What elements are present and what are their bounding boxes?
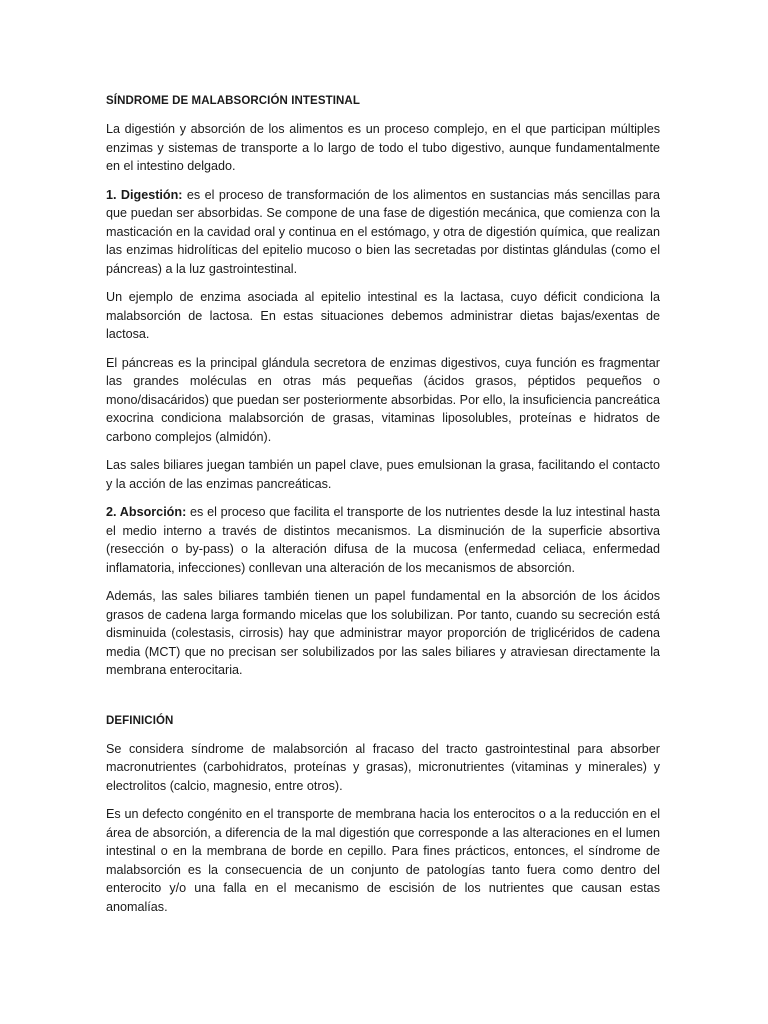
absorcion-text: es el proceso que facilita el transporte de los nutrientes desde la luz intestinal hasta el medio interno a través de distintos mecanismos. La disminución de la superficie absortiva (resección o by-pass) o la alteración difusa de la mucosa (enfermedad celiaca, enfermedad inflamatoria, infecciones) conllevan una alteración de los mecanismos de absorción.: [106, 505, 660, 575]
paragraph-definicion-1: Se considera síndrome de malabsorción al fracaso del tracto gastrointestinal para absorber macronutrientes (carbohidratos, proteínas y grasas), micronutrientes (vitaminas y minerales) y electrolitos (calcio, magnesio, entre otros).: [106, 741, 660, 793]
digestion-text: es el proceso de transformación de los alimentos en sustancias más sencillas para que puedan ser absorbidas. Se compone de una fase de digestión mecánica, que comienza con la masticación en la cavidad oral y continua en el estómago, y otra de digestión química, que realizan las enzimas hidrolíticas del epitelio mucoso o bien las secretadas por distintas glándulas (como el páncreas) a la luz gastrointestinal.: [106, 187, 660, 276]
paragraph-intro: La digestión y absorción de los alimentos es un proceso complejo, en el que participan múltiples enzimas y sistemas de transporte a lo largo de todo el tubo digestivo, aunque fundamentalmente en el intestino delgado.: [106, 122, 660, 173]
paragraph-ademas: Además, las sales biliares también tienen un papel fundamental en la absorción de los ácidos grasos de cadena larga formando micelas que los solubilizan. Por tanto, cuando su secreción está disminuida (colestasis, cirrosis) hay que administrar mayor proporción de triglicéridos de cadena media (MCT) que no precisan ser solubilizados por las sales biliares y atraviesan directamente la membrana enterocitaria.: [106, 589, 660, 677]
paragraph-pancreas: El páncreas es la principal glándula secretora de enzimas digestivos, cuya función es fragmentar las grandes moléculas en otras más pequeñas (ácidos grasos, péptidos pequeños o mono/disacáridos) que puedan ser posteriormente absorbidas. Por ello, la insuficiencia pancreática exocrina condiciona malabsorción de grasas, vitaminas liposolubles, proteínas e hidratos de carbono complejos (almidón).: [106, 355, 660, 444]
paragraph-sales-biliares: Las sales biliares juegan también un papel clave, pues emulsionan la grasa, facilitando el contacto y la acción de las enzimas pancreáticas.: [106, 458, 660, 491]
paragraph-absorcion: [106, 503, 660, 577]
digestion-label: 1. Digestión:: [106, 187, 183, 202]
section-title-malabsorcion: SÍNDROME DE MALABSORCIÓN INTESTINAL: [106, 95, 360, 107]
paragraph-digestion: [106, 186, 660, 279]
absorcion-label: 2. Absorción:: [106, 505, 187, 519]
section-title-definicion: DEFINICIÓN: [106, 714, 174, 727]
paragraph-lactasa: Un ejemplo de enzima asociada al epitelio intestinal es la lactasa, cuyo déficit condiciona la malabsorción de lactosa. En estas situaciones debemos administrar dietas bajas/exentas de lactosa.: [106, 290, 660, 341]
document-page: [106, 92, 660, 926]
paragraph-definicion-2: Es un defecto congénito en el transporte de membrana hacia los enterocitos o a la reducción en el área de absorción, a diferencia de la mal digestión que corresponde a las alteraciones en el lumen intestinal o en la membrana de borde en cepillo. Para fines prácticos, entonces, el síndrome de malabsorción es la consecuencia de un conjunto de patologías tanto fuera como dentro del enterocito y/o una falla en el mecanismo de escisión de los nutrientes que causan estas anomalías.: [106, 807, 660, 914]
